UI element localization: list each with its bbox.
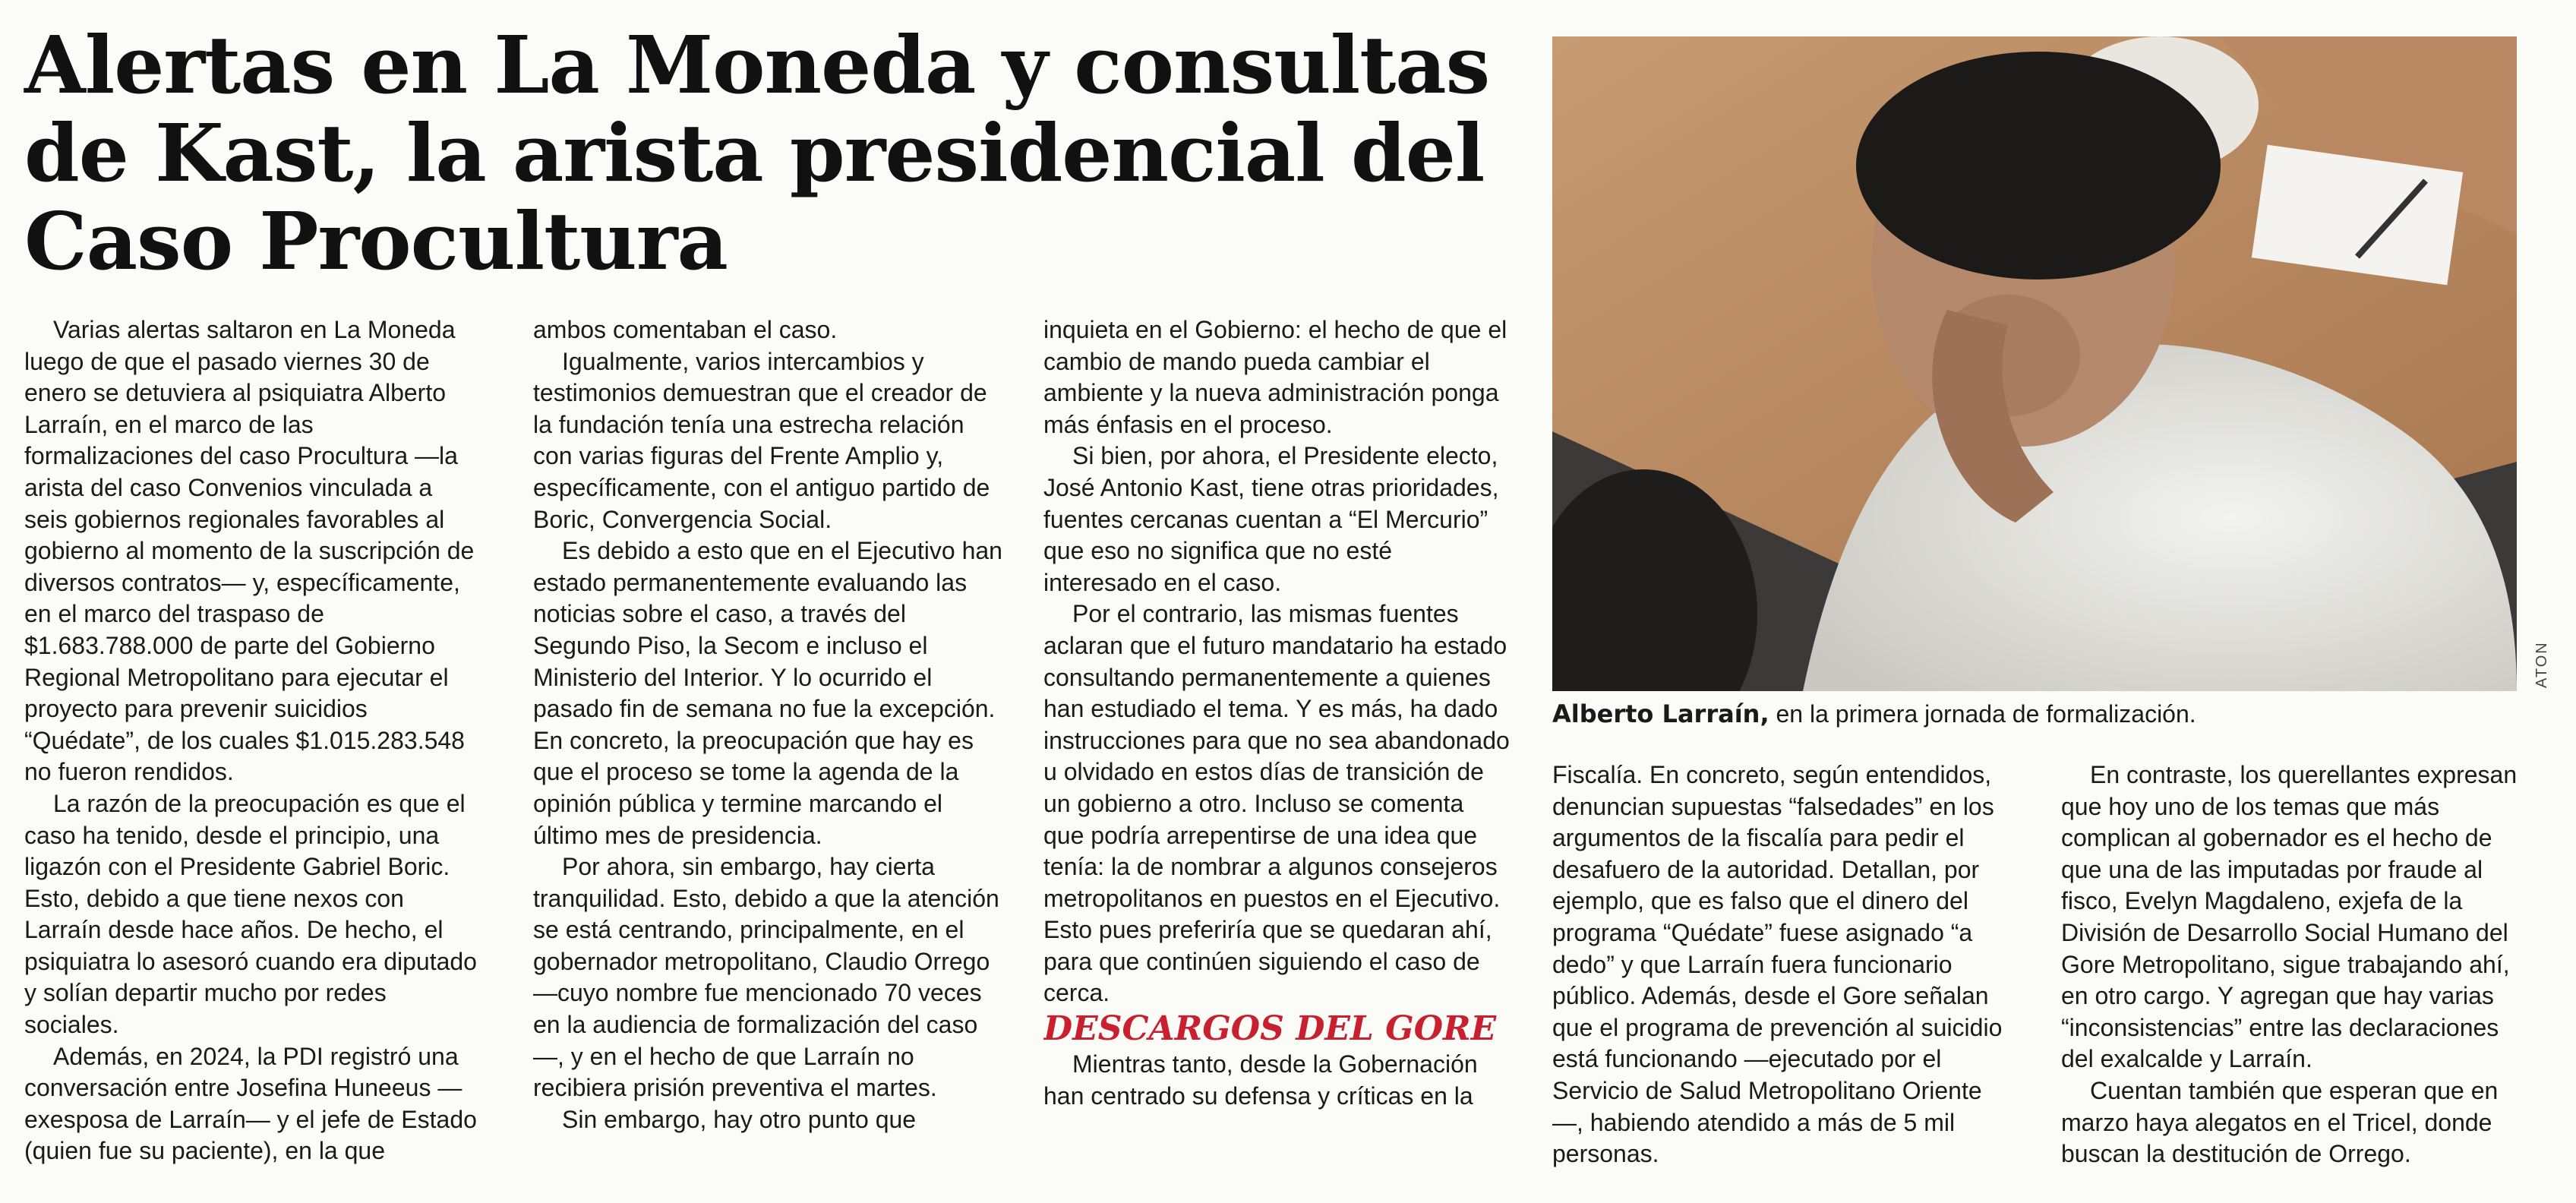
paragraph: Varias alertas saltaron en La Moneda luego de que el pasado viernes 30 de enero se detuviera al psiquiatra Alberto Larraín, en el marco de las formalizaciones del caso Procultura —la arista del caso Convenios vinculada a seis gobiernos regionales favorables al gobierno al momento de la suscripción de diversos contratos— y, específicamente, en el marco del traspaso de $1.683.788.000 de parte del Gobierno Regional Metropolitano para ejecutar el proyecto para prevenir suicidios “Quédate”, de los cuales $1.015.283.548 no fueron rendidos. [24,316,475,786]
article-photo [1552,36,2517,691]
paragraph: Además, en 2024, la PDI registró una conversación entre Josefina Huneeus —exesposa de Larraín— y el jefe de Estado (quien fue su paciente), en la que [24,1042,477,1165]
paragraph: En contraste, los querellantes expresan que hoy uno de los temas que más complican al gobernador es el hecho de que una de las imputadas por fraude al fisco, Evelyn Magdaleno, exjefa de la División de Desarrollo Social Humano del Gore Metropolitano, sigue trabajando ahí, en otro cargo. Y agregan que hay varias “inconsistencias” entre las declaraciones del exalcalde y Larraín. [2061,761,2518,1073]
paragraph: Mientras tanto, desde la Gobernación han centrado su defensa y críticas en la [1043,1050,1478,1110]
paragraph: Fiscalía. En concreto, según entendidos, denuncian supuestas “falsedades” en los argumentos de la fiscalía para pedir el desafuero de la autoridad. Detallan, por ejemplo, que es falso que el dinero del programa “Quédate” fuese asignado “a dedo” y que Larraín fuera funcionario público. Además, desde el Gore señalan que el programa de prevención al suicidio está funcionando —ejecutado por el Servicio de Salud Metropolitano Oriente—, habiendo atendido a más de 5 mil personas. [1552,761,2003,1168]
article-column-1 [24,314,480,1188]
photo-caption [1552,699,2524,729]
headline: Alertas en La Moneda y consultas de Kast, la arista presidencial del Caso Procultura [24,18,1490,288]
article-column-4 [1552,759,2011,1185]
article-column-3 [1043,314,1510,1188]
paragraph: Es debido a esto que en el Ejecutivo han estado permanentemente evaluando las noticias sobre el caso, a través del Segundo Piso, la Secom e incluso el Ministerio del Interior. Y lo ocurrido el pasado fin de semana no fue la excepción. En concreto, la preocupación que hay es que el proceso se tome la agenda de la opinión pública y termine marcando el último mes de presidencia. [533,537,1002,849]
paragraph: Sin embargo, hay otro punto que [562,1105,917,1133]
photo-illustration [1552,36,2517,691]
caption-name: Alberto Larraín, [1552,699,1769,728]
paragraph: inquieta en el Gobierno: el hecho de que el cambio de mando pueda cambiar el ambiente y la nueva administración ponga más énfasis en el proceso. [1043,316,1507,438]
paragraph: Por el contrario, las mismas fuentes aclaran que el futuro mandatario ha estado consultando permanentemente a quienes han estudiado el tema. Y es más, ha dado instrucciones para que no sea abandonado u olvidado en estos días de transición de un gobierno a otro. Incluso se comenta que podría arrepentirse de una idea que tenía: la de nombrar a algunos consejeros metropolitanos en puestos en el Ejecutivo. Esto pues preferiría que se quedaran ahí, para que continúen siguiendo el caso de cerca. [1043,600,1510,1007]
caption-text: en la primera jornada de formalización. [1769,700,2196,728]
photo-credit: ATON [2533,641,2550,688]
paragraph: La razón de la preocupación es que el caso ha tenido, desde el principio, una ligazón con el Presidente Gabriel Boric. Esto, debido a que tiene nexos con Larraín desde hace años. De hecho, el psiquiatra lo asesoró cuando era diputado y solían departir mucho por redes sociales. [24,789,477,1039]
article-column-5 [2061,759,2520,1185]
paragraph: Cuentan también que esperan que en marzo haya alegatos en el Tricel, donde buscan la destitución de Orrego. [2061,1076,2499,1168]
paragraph: ambos comentaban el caso. [533,316,838,343]
paragraph: Si bien, por ahora, el Presidente electo, José Antonio Kast, tiene otras prioridades, fuentes cercanas cuentan a “El Mercurio” que eso no significa que no esté interesado en el caso. [1043,442,1499,596]
article-column-2 [533,314,1004,1188]
section-subhead: DESCARGOS DEL GORE [1043,1009,1497,1049]
paragraph: Igualmente, varios intercambios y testimonios demuestran que el creador de la fundación tenía una estrecha relación con varias figuras del Frente Amplio y, específicamente, con el antiguo partido de Boric, Convergencia Social. [533,347,990,533]
paragraph: Por ahora, sin embargo, hay cierta tranquilidad. Esto, debido a que la atención se está centrando, principalmente, en el gobernador metropolitano, Claudio Orrego —cuyo nombre fue mencionado 70 veces en la audiencia de formalización del caso—, y en el hecho de que Larraín no recibiera prisión preventiva el martes. [533,853,999,1102]
